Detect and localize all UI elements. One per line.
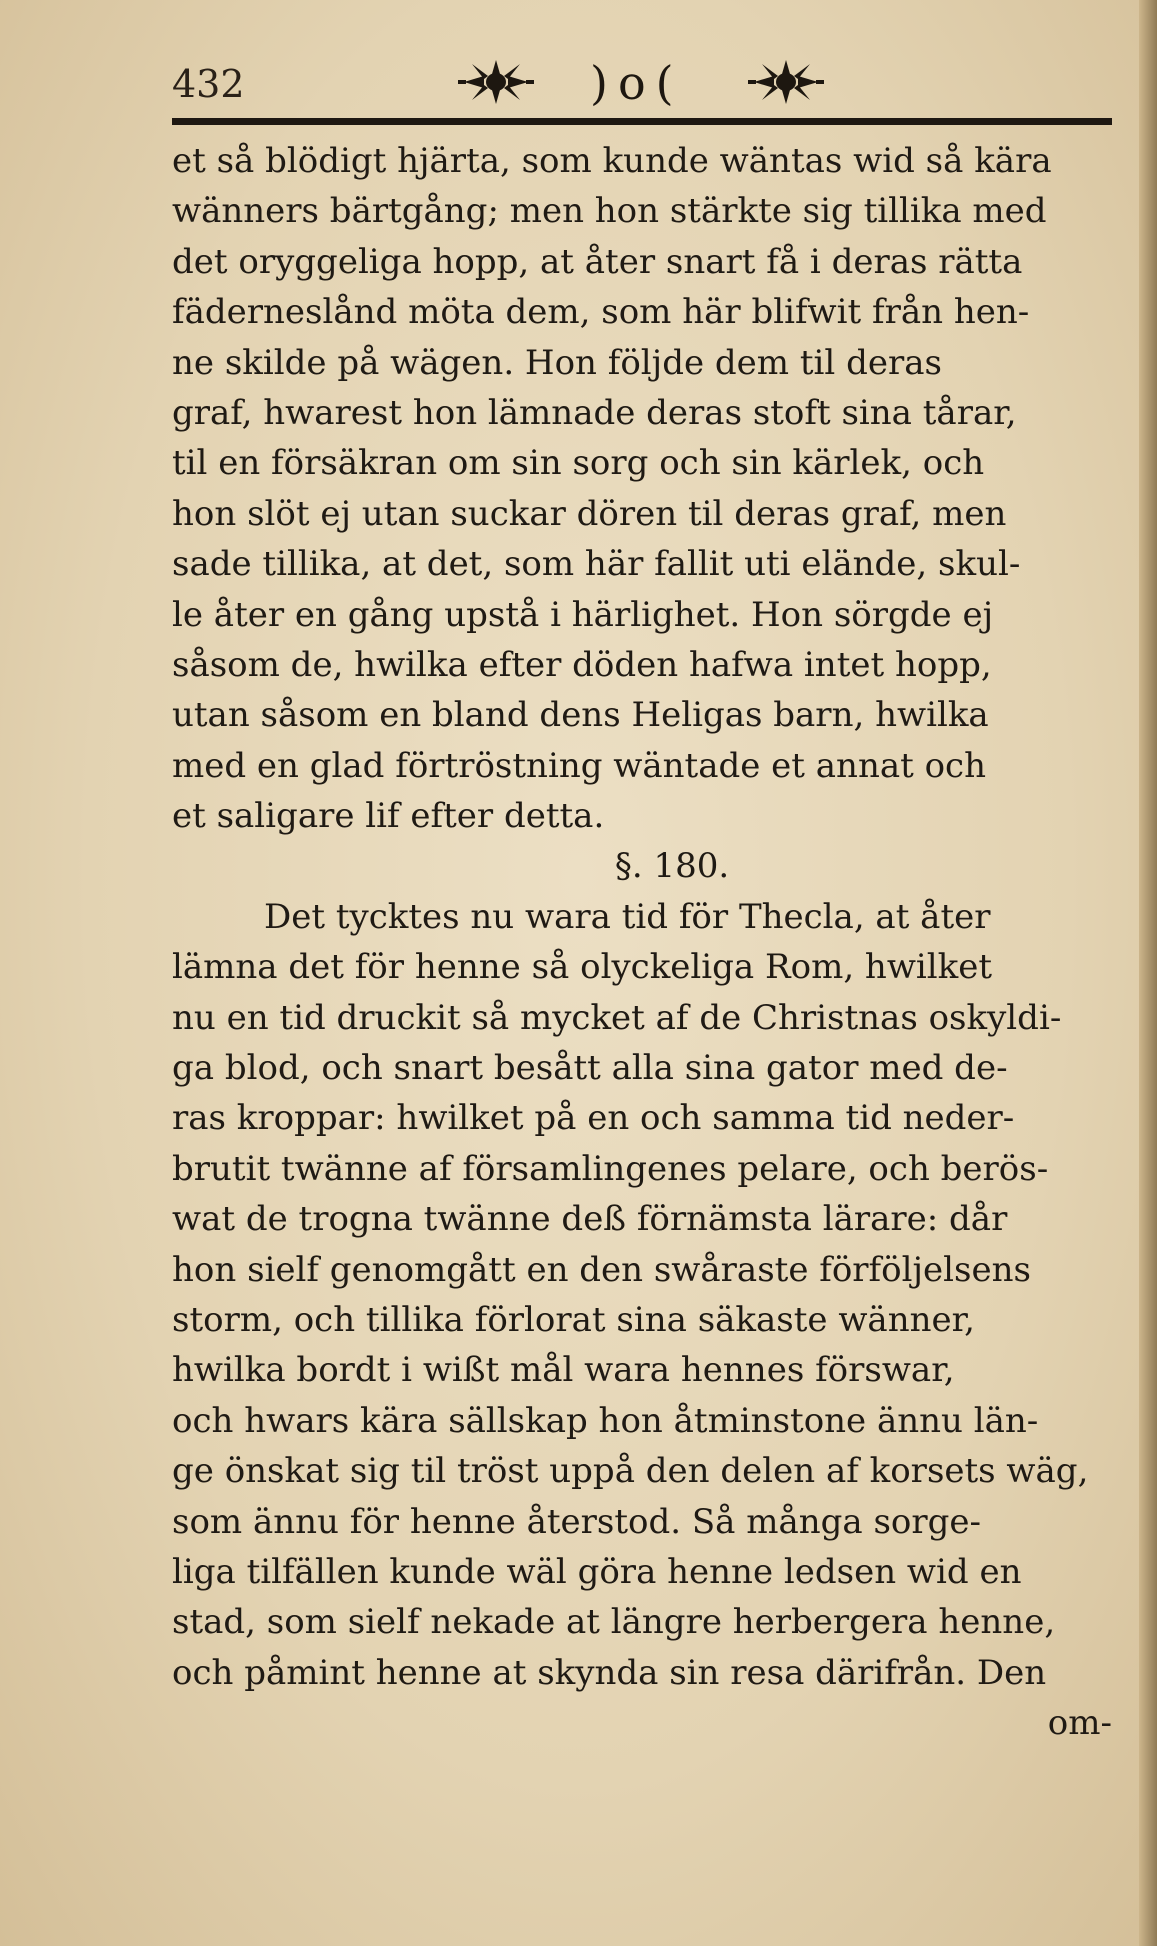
- paragraph-1: [172, 136, 1112, 841]
- page-gutter-shadow: [1139, 0, 1157, 1946]
- floral-ornament-icon: [744, 52, 828, 110]
- text-line: et så blödigt hjärta, som kunde wäntas wid så kära: [172, 141, 1052, 181]
- running-header: [172, 52, 1112, 122]
- text-line: hon slöt ej utan suckar dören til deras graf, men: [172, 493, 1007, 534]
- text-line: hwilka bordt i wißt mål wara hennes förswar,: [172, 1350, 955, 1391]
- text-line: liga tilfällen kunde wäl göra henne ledsen wid en: [172, 1551, 1022, 1592]
- text-line: et saligare lif efter detta.: [172, 796, 605, 837]
- text-line: wänners bärtgång; men hon stärkte sig tillika med: [172, 191, 1047, 232]
- text-line: Det tycktes nu wara tid för Thecla, at åter: [264, 896, 991, 937]
- text-line: graf, hwarest hon lämnade deras stoft sina tårar,: [172, 392, 1017, 433]
- page-number: 432: [172, 62, 245, 106]
- text-line: hon sielf genomgått en den swåraste förföljelsens: [172, 1249, 1031, 1290]
- header-divider: )o(: [590, 56, 684, 110]
- text-line: nu en tid druckit så mycket af de Christnas oskyldi-: [172, 997, 1062, 1038]
- text-line: le åter en gång upstå i härlighet. Hon sörgde ej: [172, 594, 994, 635]
- text-line: utan såsom en bland dens Heligas barn, hwilka: [172, 695, 989, 736]
- text-line: brutit twänne af församlingenes pelare, och berös-: [172, 1148, 1049, 1189]
- floral-ornament-icon: [454, 52, 538, 110]
- text-line: storm, och tillika förlorat sina säkaste wänner,: [172, 1299, 975, 1340]
- text-line: och hwars kära sällskap hon åtminstone ännu län-: [172, 1400, 1039, 1441]
- text-line: med en glad förtröstning wäntade et annat och: [172, 745, 986, 786]
- text-line: ge önskat sig til tröst uppå den delen af korsets wäg,: [172, 1451, 1089, 1492]
- section-heading: §. 180.: [614, 846, 730, 887]
- text-line: til en försäkran om sin sorg och sin kärlek, och: [172, 443, 985, 484]
- body-text: [172, 136, 1112, 1749]
- text-line: fäderneslånd möta dem, som här blifwit från hen-: [172, 292, 1030, 333]
- text-line: wat de trogna twänne deß förnämsta lärare: dår: [172, 1199, 1008, 1240]
- text-line: ga blod, och snart besått alla sina gator med de-: [172, 1048, 1008, 1089]
- header-rule: [172, 118, 1112, 125]
- paragraph-2: [172, 892, 1112, 1698]
- text-line: lämna det för henne så olyckeliga Rom, hwilket: [172, 947, 993, 988]
- text-line: sade tillika, at det, som här fallit uti elände, skul-: [172, 544, 1021, 585]
- text-line: ras kroppar: hwilket på en och samma tid neder-: [172, 1098, 1015, 1139]
- text-line: såsom de, hwilka efter döden hafwa intet hopp,: [172, 644, 992, 685]
- catchword: om-: [1047, 1703, 1112, 1744]
- text-line: stad, som sielf nekade at längre herbergera henne,: [172, 1602, 1056, 1643]
- text-line: det oryggeliga hopp, at åter snart få i deras rätta: [172, 241, 1023, 282]
- text-line: som ännu för henne återstod. Så många sorge-: [172, 1501, 982, 1542]
- text-line: och påmint henne at skynda sin resa därifrån. Den: [172, 1652, 1047, 1693]
- text-line: ne skilde på wägen. Hon följde dem til deras: [172, 342, 942, 383]
